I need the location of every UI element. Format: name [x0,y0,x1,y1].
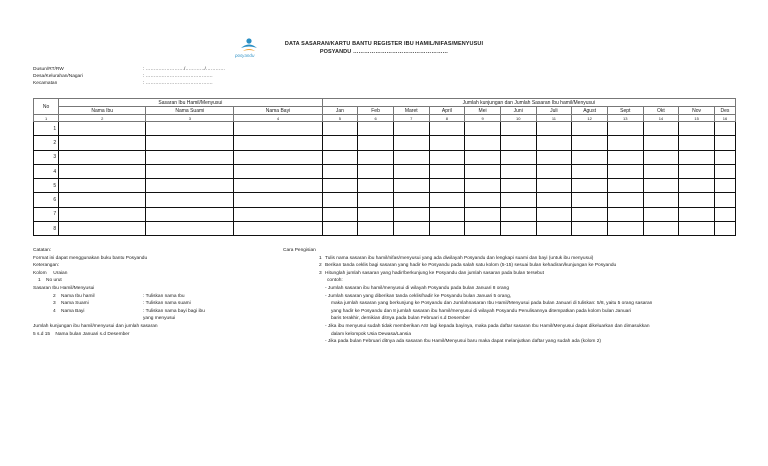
column-number: 6 [358,115,394,122]
step-text: Tulis nama sasaran ibu hamil/nifas/menyusui yang ada diwilayah Posyandu dan lengkapi suami dan bayi (untuk ibu menyusui) [325,255,594,261]
month-cell[interactable] [465,222,501,236]
nama-suami-header: Nama Suami [146,107,234,115]
month-cell[interactable] [714,179,735,193]
info-row-desa [33,73,225,80]
kolom-4-desc [33,308,283,316]
month-cell[interactable] [500,136,536,150]
name-cell[interactable] [146,179,234,193]
column-number: 11 [536,115,572,122]
month-cell[interactable] [536,122,572,136]
name-cell[interactable] [59,207,146,221]
month-cell[interactable] [679,179,715,193]
name-cell[interactable] [234,207,322,221]
month-cell[interactable] [714,222,735,236]
table-row [34,164,736,178]
info-row-kecamatan [33,80,225,87]
month-cell[interactable] [429,222,465,236]
name-cell[interactable] [59,136,146,150]
row-number: 8 [34,222,59,236]
month-header: Juli [536,107,572,115]
month-cell[interactable] [643,222,679,236]
month-cell[interactable] [643,193,679,207]
month-cell[interactable] [714,193,735,207]
month-cell[interactable] [643,122,679,136]
month-cell[interactable] [679,164,715,178]
month-cell[interactable] [679,193,715,207]
name-cell[interactable] [146,207,234,221]
name-cell[interactable] [234,193,322,207]
name-cell[interactable] [59,222,146,236]
step-text: Hitunglah jumlah sasaran yang hadir/berkunjung ke Posyandu dan jumlah sasaran pada bulan tersebut [325,270,544,276]
kolom-1-desc: 1 No urut [38,278,62,284]
month-cell[interactable] [536,222,572,236]
column-number: 9 [465,115,501,122]
kunjungan-group-header: Jumlah kunjungan dan Jumlah Sasaran Ibu hamil/Menyusui [322,99,735,107]
month-cell[interactable] [429,150,465,164]
kolom-3-desc [33,300,283,308]
kolom-uraian-label: Kolom Uraian [33,270,68,276]
month-header: Nov [679,107,715,115]
column-number: 14 [643,115,679,122]
month-cell[interactable] [572,207,608,221]
month-cell[interactable] [536,193,572,207]
month-cell[interactable] [714,122,735,136]
month-header: Sept [607,107,643,115]
month-cell[interactable] [572,164,608,178]
month-cell[interactable] [322,122,358,136]
def-value: : Tuliskan nama suami [143,301,191,307]
month-cell[interactable] [393,136,429,150]
month-cell[interactable] [572,136,608,150]
example-bullet-2: - Jumlah sasaran yang diberikan tanda ceklis/hadir ke Posyandu bulan Januari 5 orang, [325,293,512,299]
month-cell[interactable] [607,193,643,207]
example-bullet-3: - Jika ibu menyusui sudah tidak memberikan ASI lagi kepada bayinya, maka pada daftar sasaran Ibu Hamil/Menyusui dapat dikeluarkan dan dimasukkan [325,323,650,329]
sasaran-label: Sasaran Ibu Hamil/Menyusui [33,285,95,291]
month-cell[interactable] [465,136,501,150]
month-cell[interactable] [572,122,608,136]
month-cell[interactable] [322,193,358,207]
name-cell[interactable] [146,164,234,178]
month-cell[interactable] [500,150,536,164]
step-number: 1 [319,255,322,261]
month-cell[interactable] [465,193,501,207]
info-label: Desa/Kelurahan/Nagari [33,74,83,80]
month-cell[interactable] [358,122,394,136]
row-number: 2 [34,136,59,150]
info-row-dusun [33,66,225,73]
kolom-2-desc [33,293,283,301]
column-number: 4 [234,115,322,122]
month-header: April [429,107,465,115]
month-cell[interactable] [536,179,572,193]
month-cell[interactable] [358,207,394,221]
register-table [33,98,736,236]
month-cell[interactable] [714,164,735,178]
month-cell[interactable] [679,150,715,164]
month-cell[interactable] [322,222,358,236]
nama-ibu-header: Nama Ibu [59,107,146,115]
row-number: 7 [34,207,59,221]
month-cell[interactable] [607,179,643,193]
month-cell[interactable] [393,122,429,136]
month-cell[interactable] [643,179,679,193]
column-number: 12 [572,115,608,122]
month-header: Feb [358,107,394,115]
def-key: 2 Nama Ibu hamil [53,293,95,299]
name-cell[interactable] [146,193,234,207]
month-cell[interactable] [572,222,608,236]
month-cell[interactable] [572,150,608,164]
month-cell[interactable] [607,164,643,178]
name-cell[interactable] [146,150,234,164]
column-number: 5 [322,115,358,122]
column-number: 10 [500,115,536,122]
name-cell[interactable] [234,179,322,193]
month-cell[interactable] [643,150,679,164]
month-cell[interactable] [465,122,501,136]
month-cell[interactable] [679,207,715,221]
info-value: : …………………………………… [143,81,213,87]
month-header: Agust [572,107,608,115]
month-cell[interactable] [393,150,429,164]
info-label: Dusun/RT/RW [33,67,64,72]
month-header: Maret [393,107,429,115]
month-cell[interactable] [643,136,679,150]
column-number: 16 [714,115,735,122]
month-cell[interactable] [643,164,679,178]
guide-section [283,247,723,346]
month-cell[interactable] [607,150,643,164]
month-cell[interactable] [429,193,465,207]
month-cell[interactable] [643,207,679,221]
month-cell[interactable] [465,150,501,164]
column-number: 8 [429,115,465,122]
month-cell[interactable] [536,150,572,164]
example-bullet-1: - Jumlah sasaran ibu hamil/menyusui di wilayah Posyandu pada bulan Januari 8 orang [325,285,509,291]
column-number: 2 [59,115,146,122]
example-bullet-2-cont: baris terakhir, demikian ditnya pada bulan Februari s.d Desember [331,316,470,322]
guide-step-2 [283,262,723,270]
kolom-5-15-desc: 5 s.d 15 Nama bulan Januari s.d Desember [33,331,130,337]
name-cell[interactable] [59,150,146,164]
document-subtitle: POSYANDU …………………………………………… [319,49,449,55]
month-cell[interactable] [679,136,715,150]
month-header: Des [714,107,735,115]
guide-title: Cara Pengisian [283,248,316,253]
month-cell[interactable] [322,179,358,193]
table-row [34,222,736,236]
name-cell[interactable] [146,222,234,236]
location-info [33,66,225,88]
name-cell[interactable] [234,222,322,236]
month-cell[interactable] [500,164,536,178]
row-number: 4 [34,164,59,178]
name-cell[interactable] [59,164,146,178]
logo-text: posyandu [235,53,255,58]
month-cell[interactable] [322,207,358,221]
month-cell[interactable] [607,136,643,150]
month-cell[interactable] [500,207,536,221]
row-number: 6 [34,193,59,207]
month-cell[interactable] [429,179,465,193]
name-cell[interactable] [234,136,322,150]
column-number: 3 [146,115,234,122]
row-number: 5 [34,179,59,193]
def-value: : Tuliskan nama bayi bagi ibu [143,308,205,314]
name-cell[interactable] [146,136,234,150]
column-number: 1 [34,115,59,122]
step-number: 3 [319,270,322,276]
month-cell[interactable] [358,150,394,164]
month-header: Mei [465,107,501,115]
table-row [34,150,736,164]
name-cell[interactable] [59,122,146,136]
column-number: 15 [679,115,715,122]
month-cell[interactable] [322,150,358,164]
step-text: Berikan tanda ceklis bagi sasaran yang hadir ke Posyandu pada salah satu kolom (5-15) sesuai bulan kehadiran/kunjungan ke Posyandu [325,263,617,269]
step-number: 2 [319,263,322,269]
name-cell[interactable] [234,150,322,164]
month-cell[interactable] [358,136,394,150]
table-row [34,207,736,221]
month-cell[interactable] [714,207,735,221]
guide-step-1 [283,255,723,263]
guide-step-3 [283,270,723,278]
sasaran-group-header: Sasaran Ibu Hamil/Menyusui [59,99,322,107]
month-cell[interactable] [679,222,715,236]
month-cell[interactable] [358,179,394,193]
month-cell[interactable] [358,222,394,236]
info-value: : ……………………/…………/………… [143,67,226,72]
row-number: 1 [34,122,59,136]
table-row [34,136,736,150]
kolom-4-desc-cont: yang menyusui [143,316,176,322]
catatan-label: Catatan: [33,248,52,253]
name-cell[interactable] [234,122,322,136]
month-cell[interactable] [465,164,501,178]
table-row [34,179,736,193]
month-cell[interactable] [607,222,643,236]
name-cell[interactable] [234,164,322,178]
def-value: : Tuliskan nama Ibu [143,293,185,299]
table-row [34,193,736,207]
month-cell[interactable] [500,122,536,136]
name-cell[interactable] [146,122,234,136]
month-cell[interactable] [429,122,465,136]
info-label: Kecamatan [33,81,58,87]
month-cell[interactable] [572,193,608,207]
month-cell[interactable] [500,193,536,207]
month-cell[interactable] [465,179,501,193]
table-row [34,122,736,136]
keterangan-label: Keterangan: [33,263,60,269]
month-cell[interactable] [679,122,715,136]
jumlah-desc: Jumlah kunjungan ibu hamil/menyusui dan jumlah sasaran [33,323,158,329]
example-bullet-2-cont: yang hadir ke Posyandu dan 8 jumlah sasaran ibu hamil/menyusui di wilayah Posyandu Penulisannya ditempatkan pada kolom bulan Januari [331,308,631,314]
month-cell[interactable] [393,164,429,178]
column-number: 13 [607,115,643,122]
nama-bayi-header: Nama Bayi [234,107,322,115]
document-title: DATA SASARAN/KARTU BANTU REGISTER IBU HAMIL/NIFAS/MENYUSUI [284,41,484,47]
info-value: : …………………………………… [143,74,213,80]
no-header: No [34,99,59,115]
contoh-label: contoh: [327,278,343,284]
month-cell[interactable] [393,207,429,221]
month-cell[interactable] [322,136,358,150]
month-cell[interactable] [429,136,465,150]
example-bullet-3-cont: dalam kelompok Usia Dewasa/Lansia [331,331,411,337]
month-cell[interactable] [500,179,536,193]
def-key: 4 Nama Bayi [53,308,85,314]
def-key: 3 Nama Suami [53,301,89,307]
row-number: 3 [34,150,59,164]
notes-section [33,247,283,338]
month-cell[interactable] [536,136,572,150]
month-cell[interactable] [714,136,735,150]
month-cell[interactable] [429,164,465,178]
month-cell[interactable] [500,222,536,236]
month-cell[interactable] [607,207,643,221]
month-cell[interactable] [607,122,643,136]
month-cell[interactable] [465,207,501,221]
month-cell[interactable] [393,179,429,193]
example-bullet-2-cont: maka jumlah sasaran yang berkunjung ke Posyandu dan Jumlahnasaran Ibu Hamil/Menyusui pada bulan Januari di tuliskan: 5/8, yaitu 5 orang sasaran [331,301,653,307]
month-cell[interactable] [536,207,572,221]
month-cell[interactable] [358,193,394,207]
month-cell[interactable] [358,164,394,178]
month-cell[interactable] [714,150,735,164]
month-cell[interactable] [393,222,429,236]
month-header: Okt [643,107,679,115]
format-note: Format ini dapat menggunakan buku bantu Posyandu [33,255,148,261]
month-header: Jan [322,107,358,115]
month-cell[interactable] [536,164,572,178]
name-cell[interactable] [59,193,146,207]
month-cell[interactable] [429,207,465,221]
month-header: Juni [500,107,536,115]
month-cell[interactable] [393,193,429,207]
name-cell[interactable] [59,179,146,193]
column-number: 7 [393,115,429,122]
example-bullet-4: - Jika pada bulan Februari ditnya ada sasaran Ibu Hamil/Menyusui baru maka dapat melanjutkan daftar yang sudah ada (kolom 2) [325,339,601,345]
month-cell[interactable] [572,179,608,193]
month-cell[interactable] [322,164,358,178]
